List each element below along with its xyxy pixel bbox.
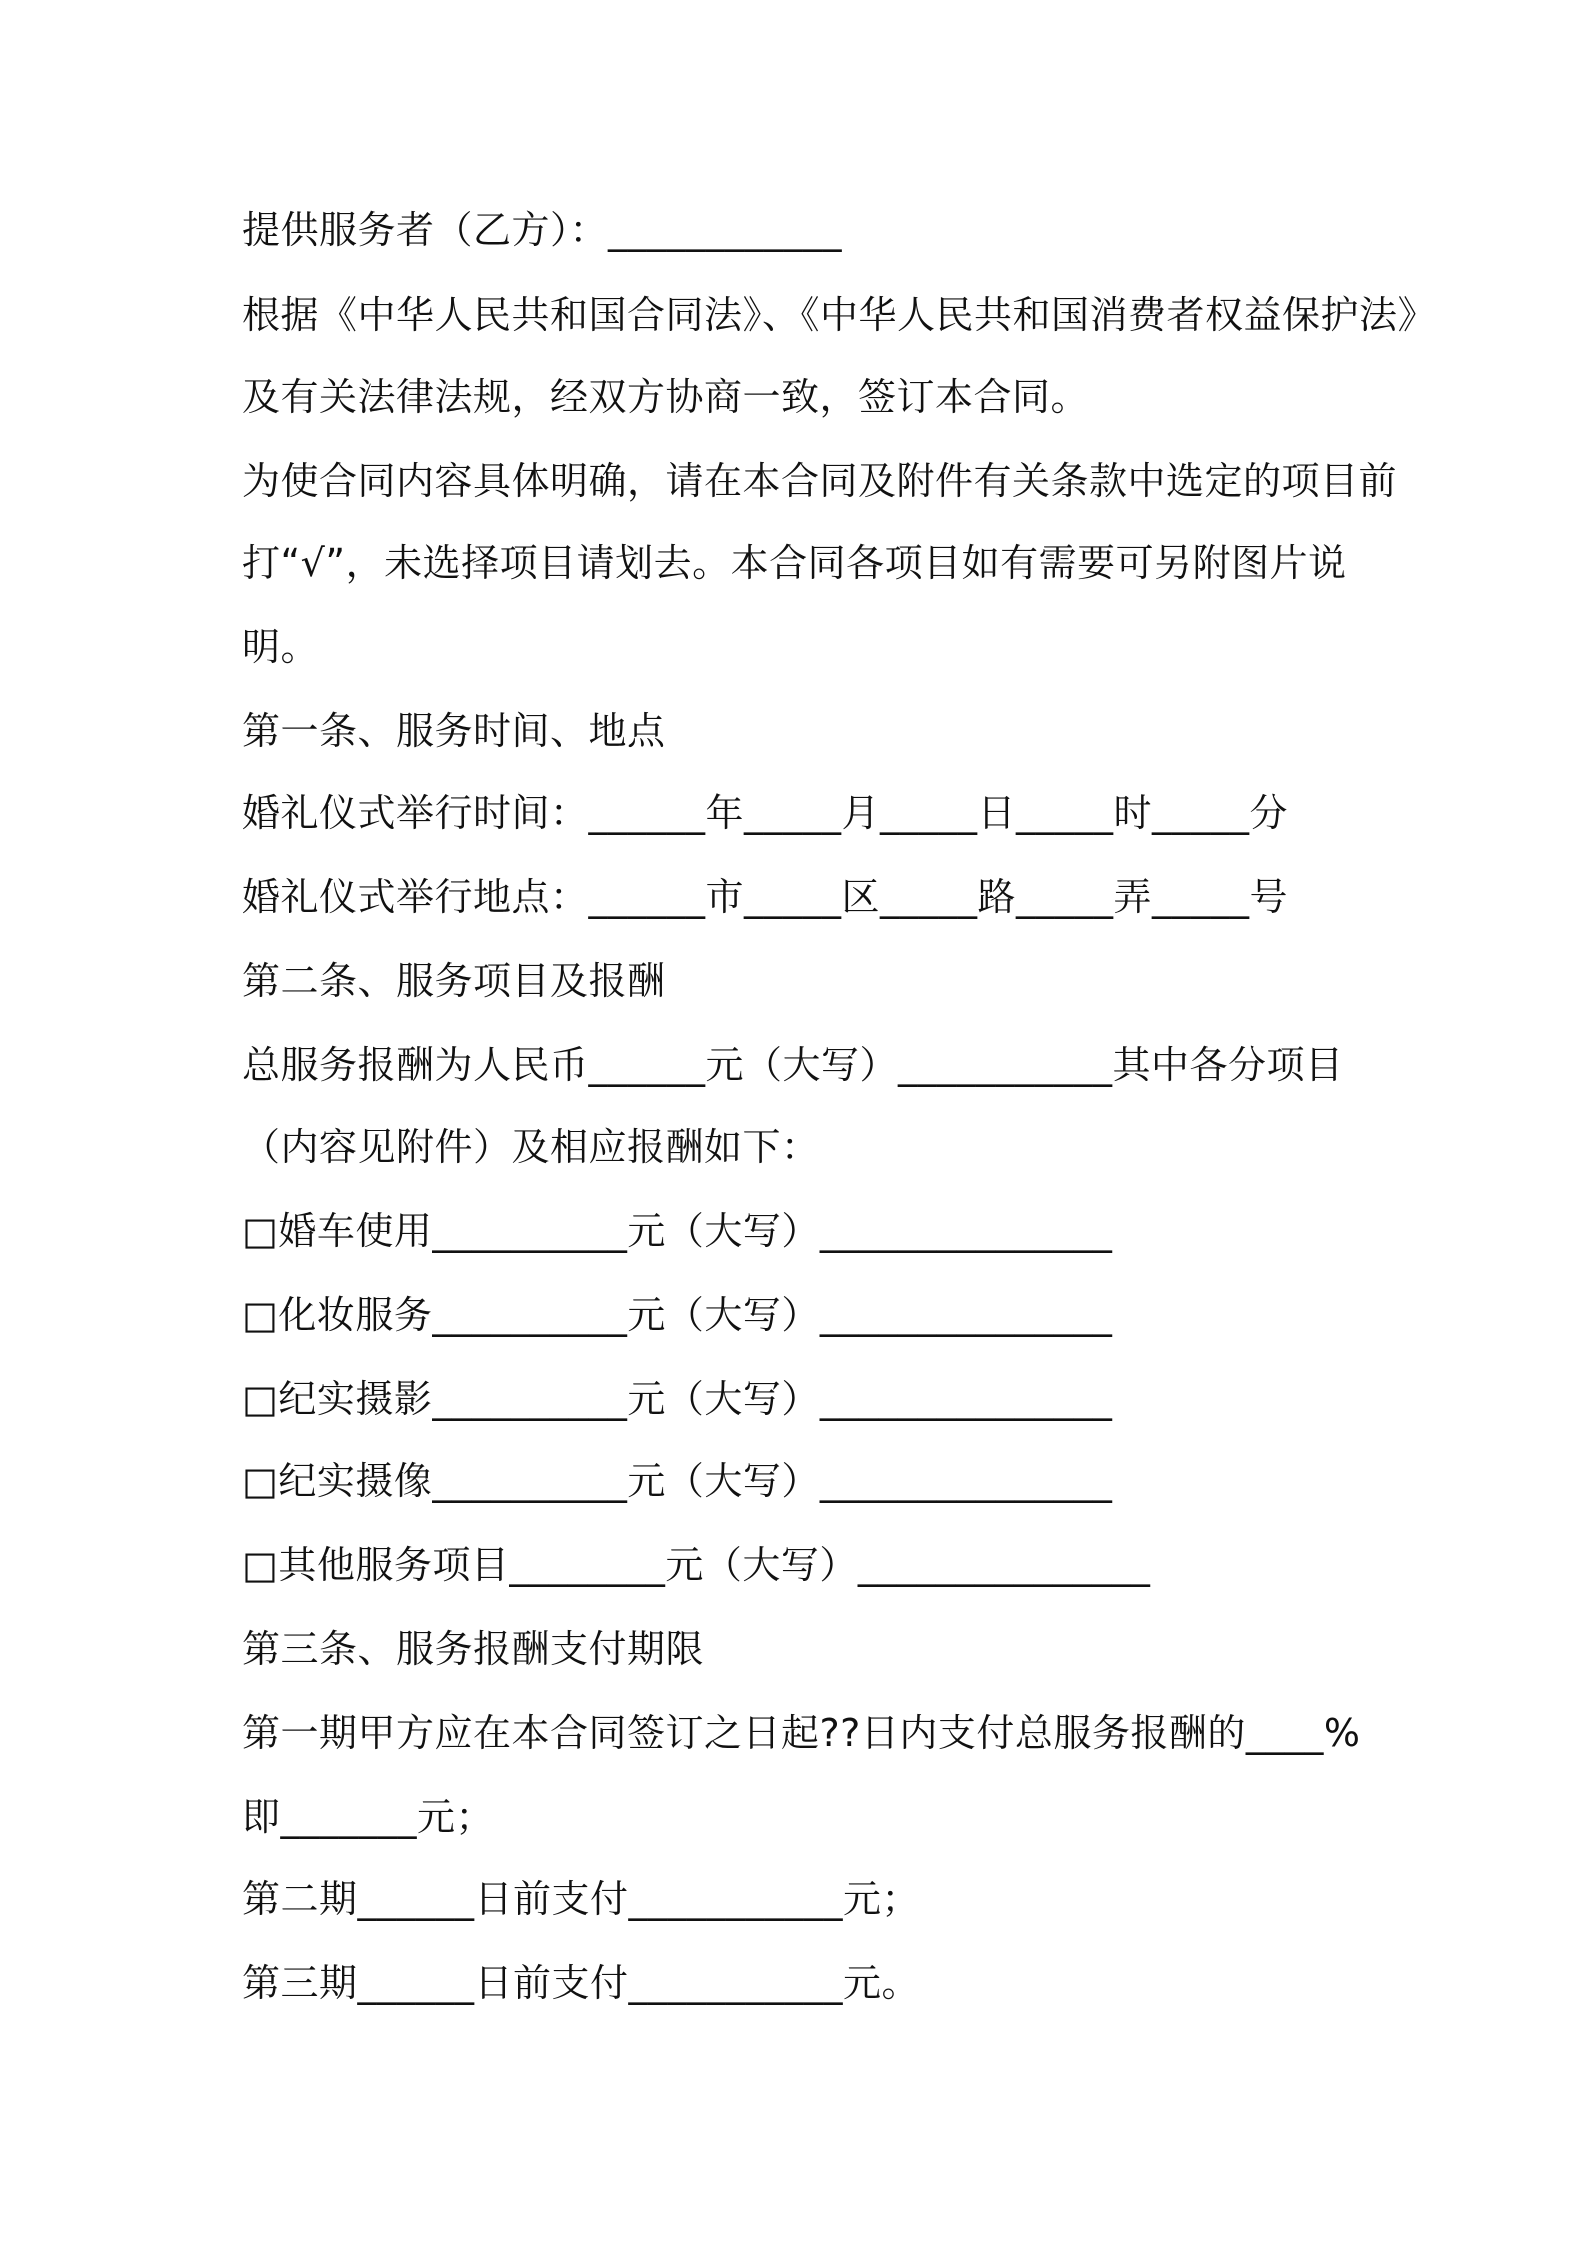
payment-phase-1-amount: 即_______元；: [242, 1795, 495, 1839]
instruction-line-2: 打“√”，未选择项目请划去。本合同各项目如有需要可另附图片说: [242, 541, 1347, 585]
service-item-other: □其他服务项目________元（大写）_______________: [242, 1543, 1151, 1587]
service-item-makeup: □化妆服务__________元（大写）_______________: [242, 1293, 1113, 1337]
article-1-heading: 第一条、服务时间、地点: [242, 709, 666, 753]
article-3-heading: 第三条、服务报酬支付期限: [242, 1627, 705, 1671]
instruction-line-3: 明。: [242, 625, 320, 669]
payment-phase-1-line: 第一期甲方应在本合同签订之日起??日内支付总服务报酬的____%: [242, 1711, 1361, 1755]
total-fee-continuation: （内容见附件）及相应报酬如下：: [242, 1125, 820, 1169]
legal-basis-line-1: 根据《中华人民共和国合同法》、《中华人民共和国消费者权益保护法》: [242, 293, 1437, 337]
payment-phase-2-line: 第二期______日前支付___________元；: [242, 1877, 921, 1921]
service-item-photography: □纪实摄影__________元（大写）_______________: [242, 1377, 1113, 1421]
ceremony-location-line: 婚礼仪式举行地点：______市_____区_____路_____弄_____号: [242, 875, 1289, 919]
instruction-line-1: 为使合同内容具体明确，请在本合同及附件有关条款中选定的项目前: [242, 459, 1398, 503]
legal-basis-line-2: 及有关法律法规，经双方协商一致，签订本合同。: [242, 375, 1090, 419]
article-2-heading: 第二条、服务项目及报酬: [242, 959, 666, 1003]
service-item-wedding-car: □婚车使用__________元（大写）_______________: [242, 1209, 1113, 1253]
total-fee-line: 总服务报酬为人民币______元（大写）___________其中各分项目: [242, 1043, 1344, 1087]
ceremony-time-line: 婚礼仪式举行时间：______年_____月_____日_____时_____分: [242, 791, 1289, 835]
payment-phase-3-line: 第三期______日前支付___________元。: [242, 1961, 921, 2005]
party-b-provider-line: 提供服务者（乙方）：____________: [242, 208, 843, 252]
service-item-videography: □纪实摄像__________元（大写）_______________: [242, 1459, 1113, 1503]
